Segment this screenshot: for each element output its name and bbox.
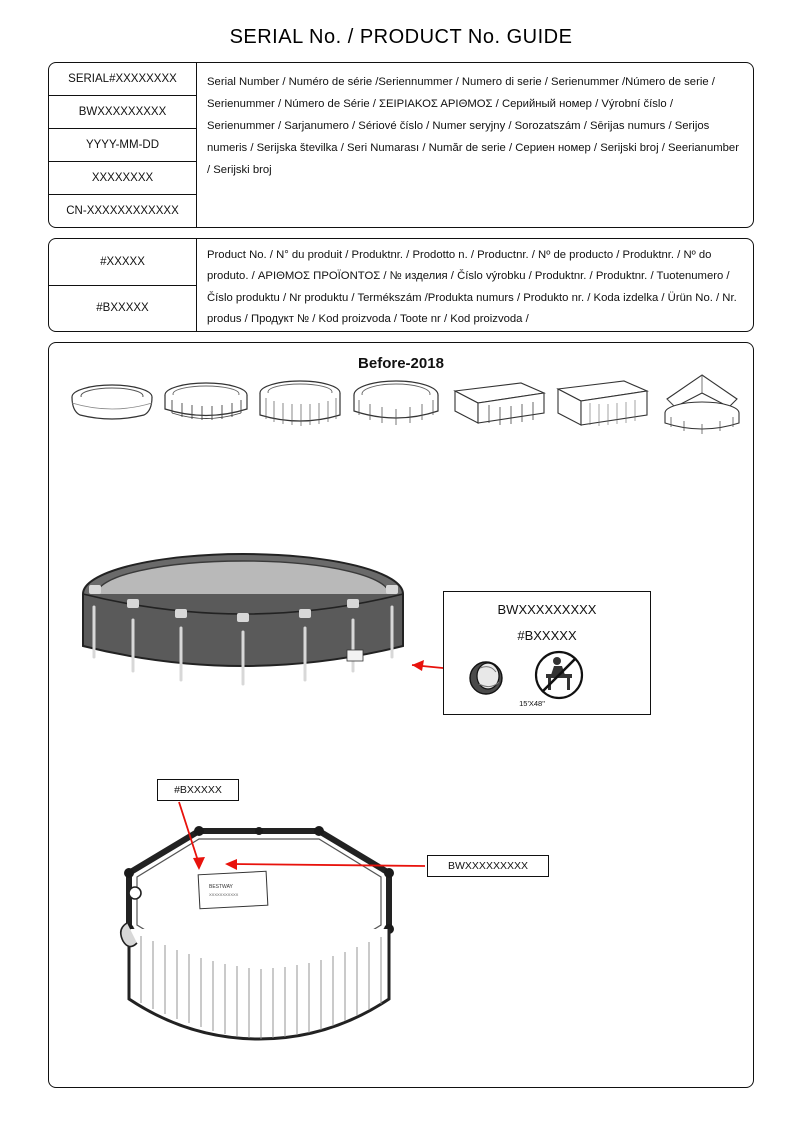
oval-frame-pool-large-icon [257,373,343,441]
pool-connector-icon [462,654,510,702]
serial-code-cell: CN-XXXXXXXXXXXX [66,205,179,217]
page-title: SERIAL No. / PRODUCT No. GUIDE [229,26,573,48]
product-label-arrow-red [171,800,219,876]
serial-code-cell: XXXXXXXX [49,162,196,195]
inflatable-round-pool-icon [69,373,155,441]
serial-code-cell: BWXXXXXXXXX [49,96,196,129]
octagon-frame-pool-illustration [89,811,439,1071]
product-callout-box [443,591,651,715]
figure-heading: Before-2018 [358,355,444,372]
product-number-label: #BXXXXX [157,779,239,801]
rectangular-frame-pool-large-icon [554,373,650,441]
round-frame-pool-illustration [63,549,423,709]
product-code-column [49,239,197,331]
svg-text:XXXXXXXXXXX: XXXXXXXXXXX [209,892,239,897]
serial-code-cell: YYYY-MM-DD [49,129,196,162]
svg-text:BESTWAY: BESTWAY [209,884,233,890]
pool-type-thumbnails [59,373,745,441]
callout-serial-number: BWXXXXXXXXX [497,602,597,617]
product-code-cell: #XXXXX [49,239,196,286]
serial-description: Serial Number / Numéro de série /Seriennummer / Numero di serie / Serienummer /Número de serie / Serienummer / Número de Série / ΣΕΙΡΙΑΚΟΣ ΑΡΙΘΜΟΣ / Серийный номер / Výrobní číslo / Serienummer / Sarjanumero / Sériové číslo / Numer seryjny / Sorozatszám / Sērijas numurs / Serijos numeris / Serijska številka / Seri Numarası / Număr de serie / Сериен номер / Serijski broj / Seerianumber / Serijski broj [207,76,739,177]
product-description: Product No. / N° du produit / Produktnr. / Prodotto n. / Productnr. / Nº de producto / Produktnr. / Nº do produto. / ΑΡΙΘΜΟΣ ΠΡΟΪΟΝΤΟΣ / № изделия / Číslo výrobku / Produktnr. / Produktnr. / Tuotenumero / Číslo produktu / Nr produktu / Termékszám /Produkta numurs / Produkto nr. / Koda izdelka / Ürün No. / Nr. produs / Продукт № / Kod proizvoda / Toote nr / Kod proizvoda / [207,249,737,326]
product-code-cell: #BXXXXX [96,302,149,315]
figure-panel [48,342,754,1088]
round-frame-pool-icon [351,373,441,441]
serial-code-column [49,63,197,227]
product-number-table [48,238,754,332]
pool-canopy-icon [659,373,745,441]
callout-product-number: #BXXXXX [517,628,577,643]
serial-number-label: BWXXXXXXXXX [427,855,549,877]
callout-size-text: 15'X48" [519,699,545,708]
serial-code-cell: SERIAL#XXXXXXXX [49,63,196,96]
serial-label-arrow-red [217,855,429,877]
oval-frame-pool-icon [162,373,250,441]
no-climbing-icon [532,648,586,702]
rectangular-frame-pool-icon [451,373,547,441]
serial-number-table [48,62,754,228]
